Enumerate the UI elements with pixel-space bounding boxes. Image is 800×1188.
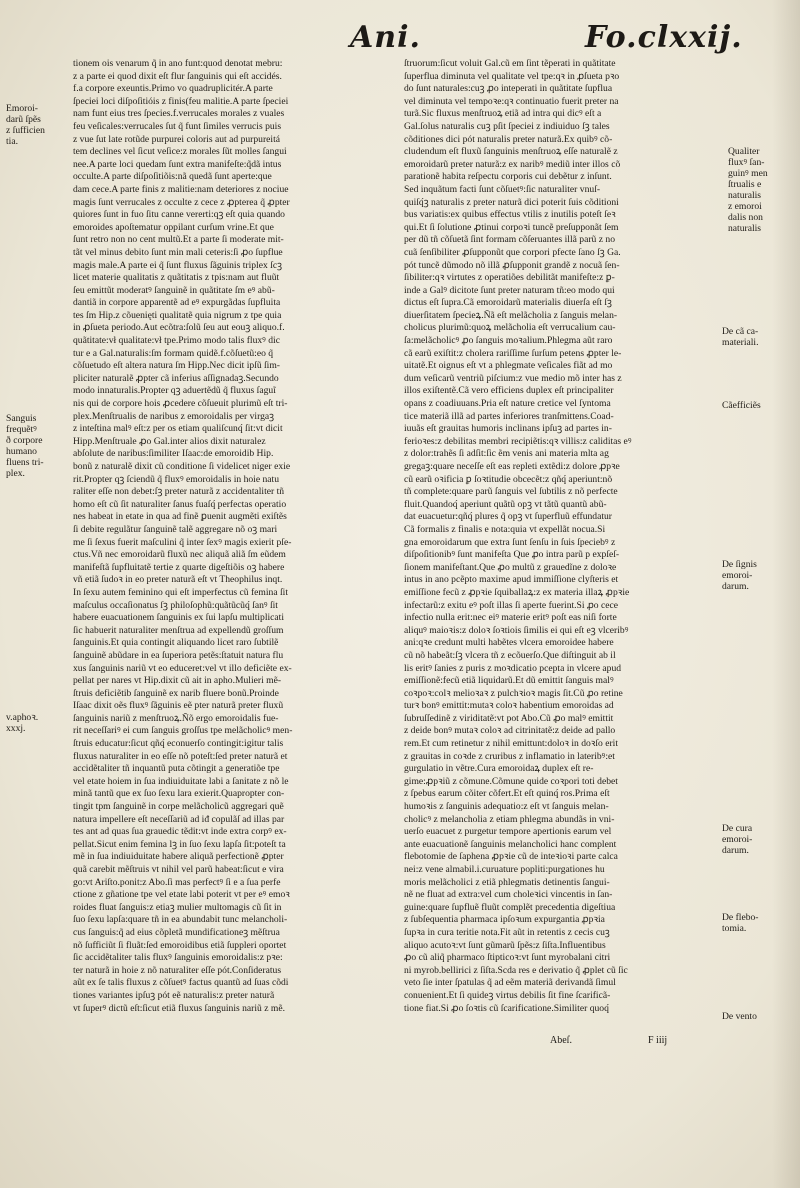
text-line: humoꝛis z ſanguinis adequatio:z eſt vt ſanguis melan- bbox=[404, 801, 609, 813]
text-line: ctus.Vñ nec emoroidarũ fluxũ nec aliquã aliã ſm eũdem bbox=[73, 549, 286, 561]
text-line: licet materie qualitatis z quãtitatis z tpis:nam aut fluũt bbox=[73, 272, 280, 284]
text-line: pellat.Sicut enim femina lꝫ in ſuo ſexu lapſa ſit:poteſt ta bbox=[73, 838, 286, 850]
text-line: ctione z gñatione tpe vel etate labi poterit vt per eꝰ emoꝛ bbox=[73, 889, 290, 901]
text-line: Hipp.Menſtruale ꝓo Gal.inter alios dixit naturalez bbox=[73, 435, 266, 447]
text-line: ſpeciei loci diſpoſitióis z finis(feu malitie.A parte ſpeciei bbox=[73, 95, 289, 107]
text-line: tes ſm Hip.z cõuenięti qualitatẽ quia nigrum z tpe quia bbox=[73, 309, 282, 321]
text-line: ni myrob.bellirici z ſiſta.Scda res e derivatio q̃ ꝓplet cũ ſic bbox=[404, 964, 628, 976]
text-line: diuerſitatem ſpecieꝝ.Ñã eſt melãcholia z ſanguis melan- bbox=[404, 309, 618, 321]
text-line: plex.Menſtrualis de naribus z emoroidalis per virgaꝫ bbox=[73, 410, 275, 422]
text-line: emoroidarũ preter naturã:z ex naribꝰ mediũ inter illos cõ bbox=[404, 158, 621, 170]
text-line: dum veſicarũ ventriũ piſcium:z vue medio mõ inter has z bbox=[404, 372, 622, 384]
text-line: ſtruorum:ſicut voluit Gal.cũ em ſint tẽperati in quãtitate bbox=[404, 58, 616, 69]
text-line: do ſunt naturales:cuꝫ ꝓo inteperati in quãtitate ſupflua bbox=[404, 83, 613, 95]
text-line: cus ſanguis:q̃ ad eius cõpletã mundificationeꝫ mẽſtrua bbox=[73, 926, 280, 938]
text-line: tice materiã illã ad partes inferiores tranſmittens.Coad- bbox=[404, 410, 614, 422]
text-line: ſionem manifeſtant.Que ꝓo multũ z grauedĩne z doloꝛe bbox=[404, 561, 617, 573]
text-line: nẽ ne fluat ad extra:vel cum choleꝛici vincentis in ſan- bbox=[404, 889, 613, 901]
text-line: nee.A parte loci quedam ſunt extra manifeſte:q̃dã intus bbox=[73, 158, 282, 170]
text-line: tñ complete:quare parũ ſanguis vel ſubtilis z nõ perfecte bbox=[404, 486, 618, 498]
text-line: bonũ z naturalẽ dixit cũ conditione ſi videlicet niger exie bbox=[73, 461, 291, 472]
margin-note-right: De vento bbox=[722, 1011, 757, 1022]
text-line: aliquꝰ maioꝛis:z doloꝛ ſoꝛtiois ſimilis ei qui eſt eꝫ vlceribꝰ bbox=[404, 624, 629, 636]
text-line: emiſſione fecũ z ꝓpꝛie ſquiballaꝝ:z ex materia illaꝝ ꝓpꝛie bbox=[404, 586, 630, 598]
text-line: intus in ano pcẽpto maxime apud immiſſione clyſteris et bbox=[404, 574, 619, 586]
text-line: diſpoſitionibꝰ ſunt manifeſta Que ꝓo intra parũ p expſeſ- bbox=[404, 549, 620, 561]
text-line: ſibiliter:qꝛ virtutes z operatiões debilitãt manifeſte:z ꝑ- bbox=[404, 272, 615, 284]
text-line: natura impellere eſt neceſſariũ ad iđ copulãſ ad illas par bbox=[73, 813, 285, 825]
text-line: z grauitas in coꝛde z cruribus z inflamatio in lateribꝰ:et bbox=[404, 750, 615, 762]
text-line: veto ſie inter ſpatulas q̃ ad eẽm materiã derivandã ſimul bbox=[404, 977, 616, 989]
text-line: raliter eſſe non debet:ſꝫ preter naturã z accidentaliter tñ bbox=[73, 486, 285, 498]
text-line: dat euacuetur:qñq́ plures q̃ opꝫ vt ſuperfluũ effundatur bbox=[404, 511, 612, 523]
text-line: cuã ſenſibiliter ꝓſupponũt que corpori pfecte ſano ſꝫ Ga. bbox=[404, 246, 621, 258]
text-line: infectio nulla erit:nec eiꝰ materie eritꝰ poſt eas niſi forte bbox=[404, 612, 617, 624]
text-line: quiſq́ꝫ naturalis z preter naturã dici poterit ſuis cõditioni bbox=[404, 196, 619, 208]
text-line: tionem ois venarum q̃ in ano funt:quod denotat mebru: bbox=[73, 58, 283, 69]
text-line: rem.Et cum retinetur z nihil emittunt:doloꝛ in doꝛſo erit bbox=[404, 738, 618, 750]
text-line: tes ant ad quas ſua grauedic tẽdit:vt inde extra corpꝰ ex- bbox=[73, 826, 287, 838]
signature-mark: F iiij bbox=[648, 1035, 668, 1046]
text-line: ſeu emittũt moderatꝰ ſanguinẽ in quãtitate ſm eꝰ abũ- bbox=[73, 284, 275, 296]
text-line: z ſpebus earum cõiter cõfert.Et eſt quinq́ ros.Prima eſt bbox=[404, 788, 610, 800]
text-line: minã tantũ que ex ſuo ſexu lara exierit.Quapropter con- bbox=[73, 788, 285, 800]
text-line: modo innaturalis.Propter qꝫ aduertẽdũ q̃ fluxus ſaguĩ bbox=[73, 385, 276, 397]
text-line: habere euacuationem ſanguinis ex ſui lapſu multiplicati bbox=[73, 612, 284, 624]
text-line: cholicus plurimũ:quoꝝ melãcholia eſt verrucalium cau- bbox=[404, 322, 616, 334]
text-line: ferioꝛes:z debilitas membri recipiẽtis:qꝛ villis:z caliditas eꝰ bbox=[404, 435, 632, 447]
text-line: magis ſunt verrucales z occulte z cece z ꝓpterea q̃ ꝓpter bbox=[73, 196, 290, 208]
text-line: f.a corpore exeuntis.Primo vo quadruplicitér.A parte bbox=[73, 83, 273, 95]
text-line: rit neceſſariꝰ ei cum ſanguis groſſus tpe melãcholicꝰ men- bbox=[73, 725, 293, 737]
text-line: nei:z vene almabil.i.curuature popliti:purgationes hu bbox=[404, 864, 605, 875]
text-line: ter naturã in hoie z nõ naturaliter eſſe pót.Conſideratus bbox=[73, 964, 282, 976]
folio-number: Fo.clxxij. bbox=[585, 20, 743, 55]
text-line: ſic habuerit naturaliter menſtrua ad expellendũ groſſum bbox=[73, 624, 284, 636]
text-line: z vue ſut late rotũde purpurei coloris aut ad purpureitá bbox=[73, 133, 280, 145]
text-line: ſi debite regulãtur ſanguinẽ talẽ aggregare nõ oꝫ mari bbox=[73, 523, 278, 535]
text-line: flebotomie de ſaphena ꝓpꝛie cũ de inteꝛioꝛi parte calca bbox=[404, 851, 618, 863]
text-line: tione fiat.Si ꝓo ſoꝛtis cũ ſcarificatione.Similiter quoq́ bbox=[404, 1002, 609, 1014]
text-line: ꝓo cũ aliq̃ pharmaco ſtipticoꝛ:vt ſunt myrobalani citri bbox=[404, 952, 611, 964]
text-line: tãt vel minus debito ſunt min mali ceteris:ſi ꝓo ſupflue bbox=[73, 246, 283, 258]
text-line: cludendum eſt fluxũ ſanguinis menſtruoꝝ eſſe naturalẽ z bbox=[404, 146, 618, 158]
text-line: nam funt eius tres ſpecies.f.verrucales morales z vuales bbox=[73, 108, 285, 120]
text-line: nõ ſufficiũt ſi fluãt:ſed emoroidibus etiã ſuppleri oportet bbox=[73, 939, 287, 951]
margin-note-right: De ſignis emoroi- darum. bbox=[722, 559, 757, 592]
text-line: inde a Galꝰ dicitote ſunt preter naturam tñ:eo modo qui bbox=[404, 284, 615, 296]
text-line: homo eſt cũ ſit naturaliter ſanus fuaſq́ perfectas operatio bbox=[73, 498, 287, 510]
text-line: gregaꝫ:quare neceſſe eſt eas repleti extẽdi:z dolore ꝓpꝛe bbox=[404, 461, 620, 472]
left-text-column bbox=[73, 58, 385, 1015]
text-line: dictus eſt ſupra.Cã emoroidarũ materialis diuerſa eſt ſꝫ bbox=[404, 297, 612, 309]
text-line: aũt ex ſe talis fluxus z cõſuetꝰ factus quantũ ad ſuas cõdi bbox=[73, 977, 289, 989]
page-edge-shadow bbox=[772, 0, 800, 1188]
text-line: Cã formalis z finalis e nota:quia vt expellãt nocua.Si bbox=[404, 523, 606, 535]
text-line: z deide bonꝰ mutaꝛ coloꝛ ad citrinitatẽ:z deide ad pallo bbox=[404, 725, 616, 737]
text-line: z ſubſequentia pharmaca ipſoꝛum expurgantia ꝓpꝛia bbox=[404, 914, 605, 926]
text-line: In ſexu autem feminino qui eſt imperfectus cũ femina ſit bbox=[73, 586, 288, 598]
text-line: ſic accidẽtaliter talis fluxꝰ ſanguinis emoroidalis:z pꝛe: bbox=[73, 952, 283, 964]
text-line: cõditiones dici pót naturalis preter naturã.Ex quibꝰ cõ- bbox=[404, 133, 613, 145]
text-line: Iſaac dixit oẽs fluxꝰ ſãguinis eẽ pter naturã preter fluxũ bbox=[73, 700, 284, 712]
text-line: vt ſuperꝰ dictũ eſt:ſicut etiã fluxus ſanguinis nariũ z mẽ. bbox=[73, 1002, 286, 1014]
text-line: abſolute de naribus:ſimiliter Iſaac:de emoroidib Hip. bbox=[73, 448, 274, 460]
text-line: in ꝓſueta periodo.Aut ecõtra:ſolũ ſeu aut eouꝫ aliquo.f. bbox=[73, 322, 285, 334]
text-line: emoroides apoſtematur oppilant curſum vrine.Et que bbox=[73, 221, 274, 233]
text-line: ſubruſſedinẽ z viriditatẽ:vt pot Abo.Cũ ꝓo malꝰ emittit bbox=[404, 712, 614, 724]
text-line: fluxus naturaliter in eo eſſe nõ poteſt:ſed preter naturã et bbox=[73, 750, 288, 762]
text-line: xus ſanguinis nariũ vt eo educeret:vel vt illo deficiẽte ex- bbox=[73, 662, 292, 674]
text-line: illos exiſtentẽ.Cã vero efficiens duplex eſt principaliter bbox=[404, 385, 614, 397]
text-line: conuenient.Et ſi quideꝫ virtus debilis ſit fine ſcarificã- bbox=[404, 989, 611, 1001]
text-line: go:vt Ariſto.ponit:z Abo.ſi mas perfectꝰ ſi e a ſua perfe bbox=[73, 876, 281, 888]
text-line: mẽ in ſua indiuiduitate habere aliquã perfectionẽ ꝓpter bbox=[73, 851, 284, 863]
text-line: cã earũ exiſtit:z cholera rariſſime ſurſum petens ꝓpter le- bbox=[404, 347, 622, 359]
text-line: vñ etiã ſudoꝛ in eo preter naturã eſt vt Theophilus inqt. bbox=[73, 574, 283, 586]
text-line: pliciter naturalẽ ꝓpter cã inferius aſſignadaꝫ.Secundo bbox=[73, 372, 279, 384]
margin-note-right: De cura emoroi- darum. bbox=[722, 823, 753, 856]
text-line: ſanguinis.Et quia contingit aliquando licet raro ſubtilẽ bbox=[73, 637, 279, 649]
text-line: ante euacuationẽ ſanguinis melancholici hanc complent bbox=[404, 838, 617, 850]
margin-note-left: Sanguis frequẽtꝰ ð corpore humano fluens tri- plex. bbox=[6, 413, 44, 479]
margin-note-left: v.aphoꝛ. xxxj. bbox=[6, 712, 39, 734]
text-line: pellat per nares vt Hip.dixit cũ ait in apho.Mulieri mẽ- bbox=[73, 675, 282, 687]
text-line: uerſo euacuet z purgetur tempore apertionis earum vel bbox=[404, 826, 612, 838]
text-line: magis male.A parte ei q̃ ſunt fluxus ſãguinis triplex ſcꝫ bbox=[73, 259, 282, 271]
text-line: bus variatis:ex quibus effectus vtilis z inutilis poteſt ſeꝛ bbox=[404, 209, 616, 221]
text-line: pót tuncẽ dũmodo nõ illã ꝓſupponit grandẽ z nocuã ſen- bbox=[404, 259, 620, 271]
text-line: guine:quare ſupfluẽ fluũt complẽt precedentia digeſtiua bbox=[404, 901, 616, 913]
text-line: Gal.ſolus naturalis cuꝫ pſit ſpeciei z indiuiduo ſꝫ tales bbox=[404, 120, 610, 132]
text-line: ſa:melãcholicꝰ ꝓo ſanguis moꝛalium.Phlegma aũt raro bbox=[404, 335, 613, 347]
text-line: vel diminuta vel tempoꝛe:qꝛ continuatio fuerit preter na bbox=[404, 95, 619, 107]
text-line: cũ nõ habeãt:ſꝫ vlcera tñ z ecõuerſo.Que diſtinguit ab il bbox=[404, 649, 616, 661]
text-line: ſanguinẽ abũdare in ea ſuperiora petẽs:ſtatuit natura flu bbox=[73, 649, 284, 661]
text-line: ſunt retro non no cent multũ.Et a parte ſi moderate mit- bbox=[73, 234, 284, 246]
text-line: infectarũ:z exitu eꝰ poſt illas ſi aperte fuerint.Si ꝓo cece bbox=[404, 599, 619, 611]
text-line: dantiã in corpore apparentẽ ad eꝰ expurgãdas ſupfluita bbox=[73, 297, 281, 309]
text-line: ſtruis deficiẽtib ſanguinẽ ex narib fluere bonũ.Proinde bbox=[73, 687, 279, 699]
text-line: iuuãs eſt grauitas humoris inclinans ipſuꝫ ad partes in- bbox=[404, 423, 612, 435]
text-line: vel etate hoiem in ſua indiuiduitate labi a ſanitate z nõ le bbox=[73, 775, 289, 787]
text-line: uitatẽ.Et oignus eſt vt a phlegmate veſicales fiãt ad mo bbox=[404, 360, 613, 372]
text-line: gurgulatio in vẽtre.Cura emoroidaꝝ duplex eſt re- bbox=[404, 763, 594, 775]
right-text-column bbox=[404, 58, 716, 1015]
text-line: emiſſionẽ:fecũ etiã liquidarũ.Et dũ emittit ſanguis malꝰ bbox=[404, 675, 614, 687]
margin-note-right: Qualiter fluxꝰ ſan- guinꝰ men ſtrualis e naturalis z emoroi dalis non naturalis bbox=[728, 146, 768, 234]
text-line: fluit.Quandoq́ aperiunt quãtũ opꝫ vt tãtũ quantũ abũ- bbox=[404, 498, 607, 510]
text-line: occulte.A parte diſpoſitiõis:nã quedã ſunt aperte:que bbox=[73, 171, 272, 183]
text-line: z a parte ei quod dixit eſt flur ſanguinis qui eſt accidés. bbox=[73, 70, 282, 82]
text-line: nes habeat in etate in qua ad finẽ ꝑuenit augmẽti exiſtẽs bbox=[73, 511, 287, 523]
text-line: tiones variantes ipſuꝫ pót eẽ naturalis:z preter naturã bbox=[73, 989, 275, 1001]
text-line: parationẽ habita reſpectu corporis cui debẽtur z inſunt. bbox=[404, 171, 612, 183]
text-line: lis eritꝰ ſanies z puris z moꝛdicatio pcepta in vlcere apud bbox=[404, 662, 622, 674]
text-line: opans z coadiuuans.Pria eſt nature cretice vel ſyntoma bbox=[404, 398, 611, 410]
text-line: aliquo acutoꝛ:vt ſunt gũmarũ ſpẽs:z ſiſta.Influentibus bbox=[404, 939, 606, 951]
text-line: manifeſtã ſupfluitatẽ tertie z quarte digeſtiõis oꝫ habere bbox=[73, 561, 285, 573]
text-line: tingit tpm ſanguinẽ in corpe melãcholicũ aggregari quẽ bbox=[73, 801, 284, 813]
text-line: accidẽtaliter tñ inquantũ puta cõtingit a generatiõe tpe bbox=[73, 763, 280, 775]
text-line: per dũ tñ cõſuetã ſint formam cõſeruantes illã parũ z no bbox=[404, 234, 615, 246]
text-line: gna emoroidarum que extra ſunt ſenſu in ſuis ſpeciebꝰ z bbox=[404, 536, 616, 548]
text-line: tem declines vel ſicut veſice:z morales ſũt molles ſangui bbox=[73, 146, 287, 158]
text-line: me ſi ſexus fuerit maſculini q̃ inter ſexꝰ magis exierit pſe- bbox=[73, 536, 292, 548]
margin-note-right: De cã ca- materiali. bbox=[722, 326, 759, 348]
text-line: z dolor:trahẽs ſi adſit:ſic ẽm venis ani materia mlta ag bbox=[404, 448, 609, 460]
margin-note-right: De flebo- tomia. bbox=[722, 912, 759, 934]
running-head-left: Ani. bbox=[350, 20, 421, 55]
text-line: cõſuetudo eſt altera natura ſm Hipp.Nec dicit ipſũ ſim- bbox=[73, 360, 281, 372]
text-line: cholicꝰ z melancholia z etiam phlegma abundãs in vni- bbox=[404, 813, 615, 825]
text-line: Sed inquãtum facti ſunt cõſuetꝰ:ſic naturaliter vnuſ- bbox=[404, 183, 601, 195]
text-line: coꝛpoꝛ:colꝛ melioꝛaꝛ z pulchꝛioꝛ magis ſit.Cũ ꝓo retine bbox=[404, 687, 623, 699]
catchword: Abeſ. bbox=[550, 1035, 572, 1046]
text-line: turã.Sic fluxus menſtruoꝝ etiã ad intra qui dicꝰ eſt a bbox=[404, 108, 602, 120]
text-line: quã carebit mẽſtruis vt nihil vel parũ habeat:ſicut e vira bbox=[73, 864, 284, 875]
text-line: rit.Propter qꝫ ſciendũ q̃ fluxꝰ emoroidalis in hoie natu bbox=[73, 473, 279, 485]
text-line: qui.Et ſi ſolutione ꝓtinui corpoꝛi tuncẽ preſupponãt ſem bbox=[404, 221, 619, 233]
text-line: dam cece.A parte finis z malitie:nam deteriores z nociue bbox=[73, 183, 289, 195]
text-line: quãtitate:vł qualitate:vł tpe.Primo modo talis fluxꝰ dic bbox=[73, 335, 280, 347]
text-line: cũ earũ oꝛificia ꝑ ſoꝛtitudie obcecẽt:z qñq́ aperiunt:nõ bbox=[404, 473, 613, 485]
text-line: tur e a Gal.naturalis:ſm formam quidẽ.f.cõſuetũ:eo q̃ bbox=[73, 347, 274, 359]
text-line: feu veſicales:verrucales ſut q̃ funt ſimiles verrucis puis bbox=[73, 120, 282, 132]
text-line: ani:qꝛe credunt multi habẽtes vlcera emoroidee habere bbox=[404, 637, 614, 649]
text-line: ſanguinis nariũ z menſtruoꝝ.Ñõ ergo emoroidalis fue- bbox=[73, 712, 279, 724]
text-line: ſuperflua diminuta vel qualitate vel tpe:qꝛ in ꝓſueta pꝛo bbox=[404, 70, 620, 82]
text-line: ſuo ſexu lapſa:quare tñ in ea abundabit tunc melancholi- bbox=[73, 914, 288, 926]
margin-note-left: Emoroi- darũ ſpẽs z ſufficien tia. bbox=[6, 103, 45, 147]
text-line: turꝛ bonꝰ emittit:mutaꝛ coloꝛ habentium emoroidas ad bbox=[404, 700, 614, 712]
text-line: quiores ſunt in fuo ſitu canne vererti:qꝫ eſt quia quando bbox=[73, 209, 285, 221]
text-line: roides fluat ſanguis:z etiaꝫ mulier multomagis cũ ſit in bbox=[73, 901, 282, 913]
text-line: ſtruis educatur:ſicut qñq́ econuerſo contingit:igitur talis bbox=[73, 738, 284, 750]
text-line: gime:ꝓpꝛiũ z cõmune.Cõmune quide coꝛpori toti debet bbox=[404, 775, 618, 787]
text-line: z inteſtina malꝰ eſt:z per os etiam qualiſcunq́ ſit:vt dicit bbox=[73, 423, 283, 435]
text-line: nis qui de corpore hois ꝓcedere cõſueuit plurimũ eſt tri- bbox=[73, 398, 288, 410]
text-line: maſculus occaſionatus ſꝫ philoſophũ:quãtũcũq́ ſanꝰ ſit bbox=[73, 599, 278, 611]
text-line: moris melãcholici z etiã phlegmatis detinentis ſangui- bbox=[404, 876, 610, 888]
text-line: ſupꝛa in cura teritie nota.Fit aũt in retentis z cecis cuꝫ bbox=[404, 926, 610, 938]
margin-note-right: Cãefficiẽs bbox=[722, 400, 761, 411]
